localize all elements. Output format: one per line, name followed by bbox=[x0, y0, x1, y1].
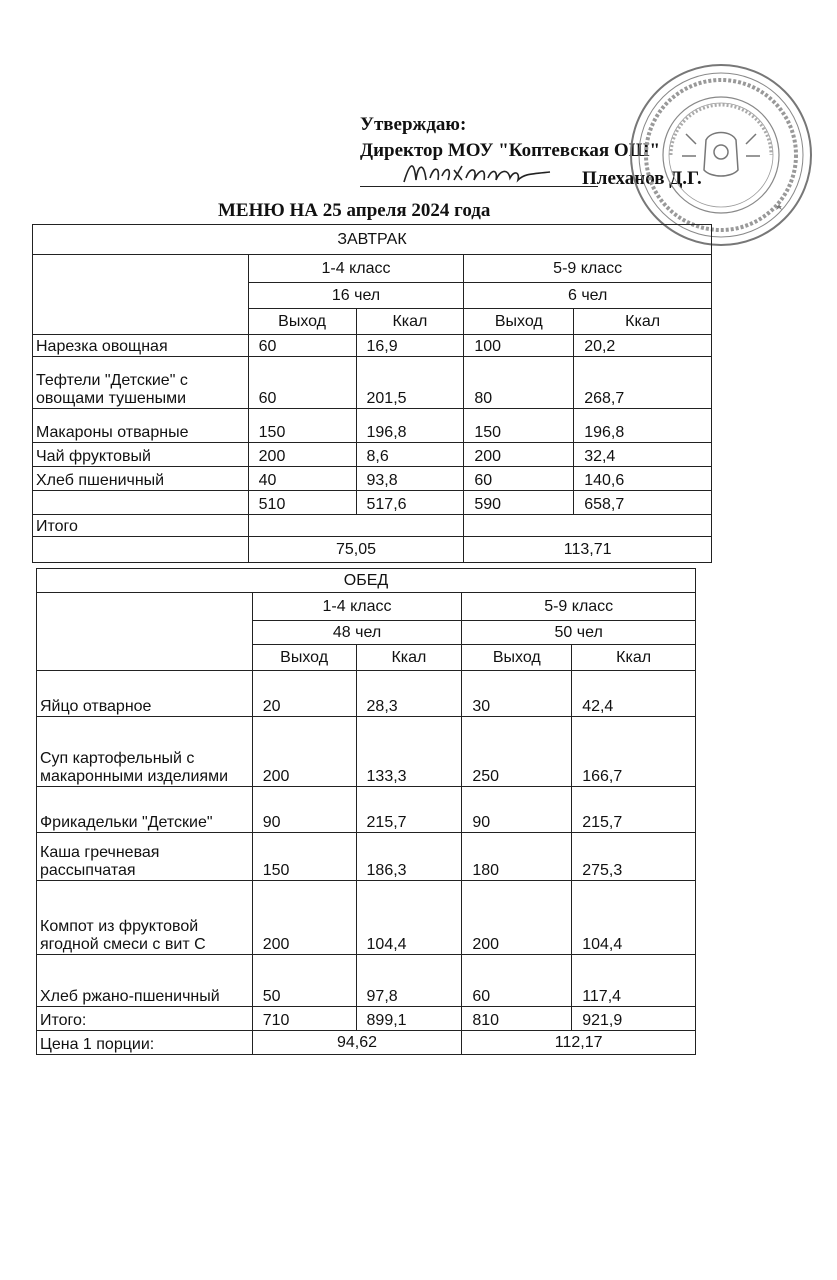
output-value: 60 bbox=[248, 357, 356, 409]
total-blank bbox=[464, 515, 712, 537]
table-row bbox=[37, 787, 696, 833]
col-header-out: Выход bbox=[252, 645, 356, 671]
kcal-value: 104,4 bbox=[356, 881, 462, 955]
breakfast-group-1: 1-4 класс bbox=[248, 255, 464, 283]
output-value: 90 bbox=[252, 787, 356, 833]
output-value: 200 bbox=[462, 881, 572, 955]
price-value: 75,05 bbox=[248, 537, 464, 563]
col-header-out: Выход bbox=[462, 645, 572, 671]
table-row bbox=[37, 833, 696, 881]
price-label: Цена 1 порции: bbox=[37, 1031, 253, 1055]
kcal-value: 166,7 bbox=[572, 717, 696, 787]
output-value: 40 bbox=[248, 467, 356, 491]
price-row bbox=[33, 537, 712, 563]
dish-name: Каша гречневая рассыпчатая bbox=[37, 833, 253, 881]
col-header-kcal: Ккал bbox=[574, 309, 712, 335]
kcal-value: 215,7 bbox=[572, 787, 696, 833]
sum-output: 590 bbox=[464, 491, 574, 515]
price-value: 112,17 bbox=[462, 1031, 696, 1055]
dish-name: Тефтели "Детские" с овощами тушеными bbox=[33, 357, 249, 409]
director-name: Плеханов Д.Г. bbox=[582, 168, 702, 189]
lunch-header-blank bbox=[37, 593, 253, 671]
output-value: 80 bbox=[464, 357, 574, 409]
output-value: 200 bbox=[252, 717, 356, 787]
table-row bbox=[33, 335, 712, 357]
kcal-value: 201,5 bbox=[356, 357, 464, 409]
price-value: 94,62 bbox=[252, 1031, 462, 1055]
breakfast-count-1: 16 чел bbox=[248, 283, 464, 309]
output-value: 250 bbox=[462, 717, 572, 787]
lunch-count-1: 48 чел bbox=[252, 621, 462, 645]
official-stamp bbox=[626, 60, 816, 250]
output-value: 90 bbox=[462, 787, 572, 833]
total-row bbox=[37, 1007, 696, 1031]
kcal-value: 28,3 bbox=[356, 671, 462, 717]
table-row bbox=[37, 881, 696, 955]
dish-name: Компот из фруктовой ягодной смеси с вит С bbox=[37, 881, 253, 955]
total-output: 810 bbox=[462, 1007, 572, 1031]
kcal-value: 196,8 bbox=[574, 409, 712, 443]
kcal-value: 16,9 bbox=[356, 335, 464, 357]
output-value: 60 bbox=[464, 467, 574, 491]
approve-director-line: Директор МОУ "Коптевская ОШ" bbox=[360, 140, 661, 161]
price-value: 113,71 bbox=[464, 537, 712, 563]
dish-name: Суп картофельный с макаронными изделиями bbox=[37, 717, 253, 787]
total-kcal: 899,1 bbox=[356, 1007, 462, 1031]
kcal-value: 196,8 bbox=[356, 409, 464, 443]
table-row bbox=[37, 955, 696, 1007]
lunch-group-1: 1-4 класс bbox=[252, 593, 462, 621]
table-row bbox=[33, 467, 712, 491]
kcal-value: 20,2 bbox=[574, 335, 712, 357]
table-row bbox=[37, 671, 696, 717]
col-header-out: Выход bbox=[248, 309, 356, 335]
output-value: 150 bbox=[464, 409, 574, 443]
output-value: 200 bbox=[252, 881, 356, 955]
lunch-group-2: 5-9 класс bbox=[462, 593, 696, 621]
output-value: 30 bbox=[462, 671, 572, 717]
output-value: 50 bbox=[252, 955, 356, 1007]
breakfast-count-2: 6 чел bbox=[464, 283, 712, 309]
output-value: 200 bbox=[464, 443, 574, 467]
total-kcal: 921,9 bbox=[572, 1007, 696, 1031]
col-header-out: Выход bbox=[464, 309, 574, 335]
dish-name: Нарезка овощная bbox=[33, 335, 249, 357]
dish-name: Чай фруктовый bbox=[33, 443, 249, 467]
output-value: 150 bbox=[248, 409, 356, 443]
output-value: 60 bbox=[462, 955, 572, 1007]
dish-name: Макароны отварные bbox=[33, 409, 249, 443]
table-row bbox=[33, 443, 712, 467]
lunch-table bbox=[36, 568, 696, 1055]
price-row bbox=[37, 1031, 696, 1055]
dish-name: Яйцо отварное bbox=[37, 671, 253, 717]
output-value: 60 bbox=[248, 335, 356, 357]
kcal-value: 104,4 bbox=[572, 881, 696, 955]
kcal-value: 215,7 bbox=[356, 787, 462, 833]
table-row bbox=[33, 357, 712, 409]
col-header-kcal: Ккал bbox=[572, 645, 696, 671]
breakfast-header-blank bbox=[33, 255, 249, 335]
dish-name: Хлеб ржано-пшеничный bbox=[37, 955, 253, 1007]
approve-heading: Утверждаю: bbox=[360, 114, 467, 135]
kcal-value: 93,8 bbox=[356, 467, 464, 491]
kcal-value: 275,3 bbox=[572, 833, 696, 881]
total-blank bbox=[248, 515, 464, 537]
kcal-value: 140,6 bbox=[574, 467, 712, 491]
sum-output: 510 bbox=[248, 491, 356, 515]
total-label: Итого: bbox=[37, 1007, 253, 1031]
kcal-value: 42,4 bbox=[572, 671, 696, 717]
output-value: 20 bbox=[252, 671, 356, 717]
kcal-value: 133,3 bbox=[356, 717, 462, 787]
col-header-kcal: Ккал bbox=[356, 309, 464, 335]
output-value: 100 bbox=[464, 335, 574, 357]
lunch-count-2: 50 чел bbox=[462, 621, 696, 645]
table-row bbox=[37, 717, 696, 787]
lunch-section-title: ОБЕД bbox=[37, 569, 696, 593]
kcal-value: 117,4 bbox=[572, 955, 696, 1007]
output-value: 150 bbox=[252, 833, 356, 881]
total-label-row bbox=[33, 515, 712, 537]
total-label: Итого bbox=[33, 515, 249, 537]
table-row bbox=[33, 409, 712, 443]
price-blank bbox=[33, 537, 249, 563]
breakfast-table bbox=[32, 224, 712, 563]
output-value: 200 bbox=[248, 443, 356, 467]
kcal-value: 8,6 bbox=[356, 443, 464, 467]
total-output: 710 bbox=[252, 1007, 356, 1031]
dish-name: Фрикадельки "Детские" bbox=[37, 787, 253, 833]
col-header-kcal: Ккал bbox=[356, 645, 462, 671]
output-value: 180 bbox=[462, 833, 572, 881]
kcal-value: 32,4 bbox=[574, 443, 712, 467]
kcal-value: 268,7 bbox=[574, 357, 712, 409]
sum-kcal: 658,7 bbox=[574, 491, 712, 515]
sum-blank bbox=[33, 491, 249, 515]
breakfast-group-2: 5-9 класс bbox=[464, 255, 712, 283]
kcal-value: 97,8 bbox=[356, 955, 462, 1007]
menu-title: МЕНЮ НА 25 апреля 2024 года bbox=[218, 200, 491, 221]
dish-name: Хлеб пшеничный bbox=[33, 467, 249, 491]
kcal-value: 186,3 bbox=[356, 833, 462, 881]
breakfast-section-title: ЗАВТРАК bbox=[33, 225, 712, 255]
sum-kcal: 517,6 bbox=[356, 491, 464, 515]
sum-row bbox=[33, 491, 712, 515]
handwritten-signature bbox=[400, 156, 570, 188]
